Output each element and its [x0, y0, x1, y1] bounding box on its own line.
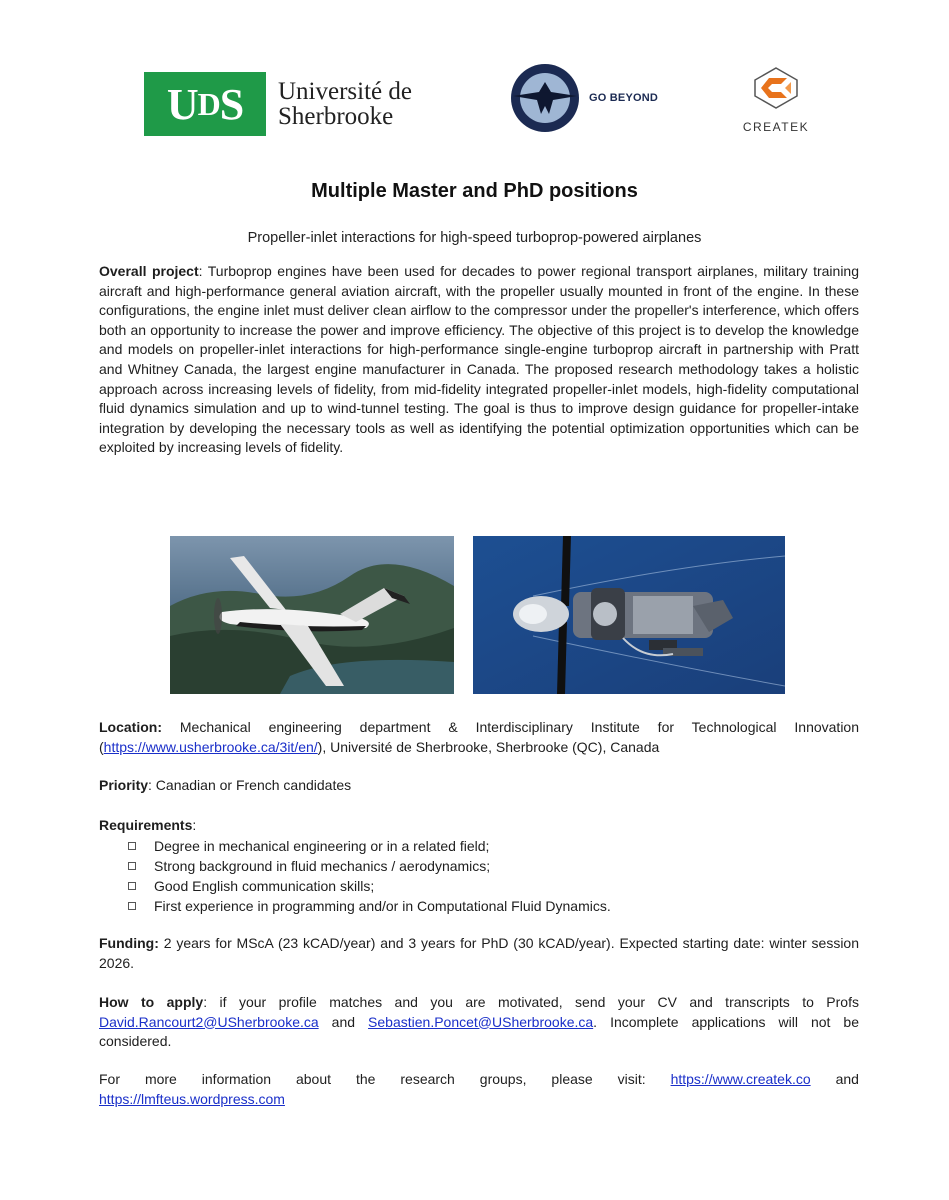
pratt-whitney-tagline: GO BEYOND [589, 92, 659, 104]
list-item [128, 856, 848, 876]
how-to-apply-label: How to apply [99, 994, 204, 1010]
requirement-text: Degree in mechanical engineering or in a related field; [154, 838, 490, 854]
uds-logo [144, 72, 412, 136]
uds-name-line1: Université de [278, 78, 412, 105]
more-info-word: please [551, 1071, 593, 1087]
more-info-word: the [355, 1071, 376, 1087]
uds-name-line2: Sherbrooke [278, 103, 394, 130]
funding-text: 2 years for MScA (23 kCAD/year) and 3 years for PhD (30 kCAD/year). Expected starting date: winter session 2026. [99, 935, 859, 971]
more-info-word: more [144, 1071, 177, 1087]
more-info-word: information [201, 1071, 272, 1087]
lmfteus-website-link[interactable]: https://lmfteus.wordpress.com [99, 1090, 285, 1107]
location-text: Mechanical engineering department & Interdisciplinary Institute for Technological Innovation ( [99, 719, 859, 755]
logo-row [0, 62, 949, 142]
more-info-paragraph [99, 1070, 859, 1109]
priority-label: Priority [99, 777, 149, 793]
turboprop-airplane-image [170, 536, 454, 694]
overall-project-paragraph [99, 262, 859, 458]
more-info-and: and [835, 1071, 859, 1087]
overall-project-label: Overall project [99, 263, 199, 279]
bullet-square-icon [128, 842, 136, 850]
priority-paragraph [99, 776, 859, 796]
list-item [128, 876, 848, 896]
location-text-after: ), Université de Sherbrooke, Sherbrooke (QC), Canada [317, 738, 660, 755]
location-paragraph [99, 718, 859, 757]
rancourt-email-link[interactable]: David.Rancourt2@USherbrooke.ca [99, 1013, 319, 1030]
more-info-line [99, 1070, 859, 1090]
more-info-word: For [99, 1071, 120, 1087]
page-title: Multiple Master and PhD positions [311, 180, 638, 202]
turboprop-engine-image [473, 536, 785, 694]
bullet-square-icon [128, 862, 136, 870]
requirements-label: Requirements [99, 817, 193, 833]
priority-text: : Canadian or French candidates [148, 777, 352, 793]
list-item [128, 896, 848, 916]
createk-mark-icon [751, 66, 801, 110]
uds-logo-mark: U D S [144, 72, 266, 136]
3it-link[interactable]: https://www.usherbrooke.ca/3it/en/ [103, 738, 318, 755]
requirements-colon: : [192, 817, 197, 833]
apply-and: and [318, 1013, 369, 1030]
more-info-word: groups, [479, 1071, 527, 1087]
location-label: Location: [99, 719, 162, 735]
createk-logo [736, 66, 816, 134]
list-item [128, 836, 848, 856]
requirement-text: First experience in programming and/or in Computational Fluid Dynamics. [154, 898, 611, 914]
overall-project-text: : Turboprop engines have been used for decades to power regional transport airplanes, military training aircraft and high-performance general aviation aircraft, with the propeller usually mounted in front of the engine. In these configurations, the engine inlet must deliver clean airflow to the compressor under the propeller's interference, which offers both an opportunity to increase the power and improve efficiency. The objective of this project is to develop the knowledge and models on propeller-inlet interactions for high-performance single-engine turboprop aircraft in partnership with Pratt and Whitney Canada, the largest engine manufacturer in Canada. The proposed research methodology takes a holistic approach across increasing levels of fidelity, from mid-fidelity integrated propeller-inlet models, high-fidelity computational fluid dynamics simulation and up to wind-tunnel testing. The goal is thus to improve design guidance for propeller-intake integration by developing the necessary tools as well as identifying the potential optimization opportunities which can be exploited by increasing levels of fidelity. [99, 263, 860, 456]
createk-wordmark: CREATEK [742, 120, 810, 134]
pratt-whitney-eagle-seal-icon [509, 62, 581, 134]
bullet-square-icon [128, 902, 136, 910]
funding-paragraph [99, 934, 859, 973]
requirement-text: Good English communication skills; [154, 878, 375, 894]
funding-label: Funding: [99, 935, 159, 951]
apply-text: : if your profile matches and you are motivated, send your CV and transcripts to Profs [203, 994, 859, 1010]
poncet-email-link[interactable]: Sebastien.Poncet@USherbrooke.ca [368, 1013, 594, 1030]
engine-photo [473, 536, 785, 694]
more-info-word: visit: [617, 1071, 646, 1087]
aircraft-photo [170, 536, 454, 694]
uds-logo-name [278, 79, 412, 129]
requirement-text: Strong background in fluid mechanics / aerodynamics; [154, 858, 491, 874]
createk-website-link[interactable]: https://www.createk.co [670, 1071, 811, 1087]
more-info-word: research [400, 1071, 455, 1087]
requirements-heading [99, 816, 859, 836]
more-info-word: about [295, 1071, 332, 1087]
apply-text-after: . Incomplete applications will not be considered. [99, 1013, 860, 1050]
requirements-list [128, 836, 848, 916]
how-to-apply-paragraph [99, 993, 859, 1052]
pratt-whitney-logo [509, 62, 658, 134]
bullet-square-icon [128, 882, 136, 890]
page-subtitle: Propeller-inlet interactions for high-speed turboprop-powered airplanes [247, 230, 702, 246]
